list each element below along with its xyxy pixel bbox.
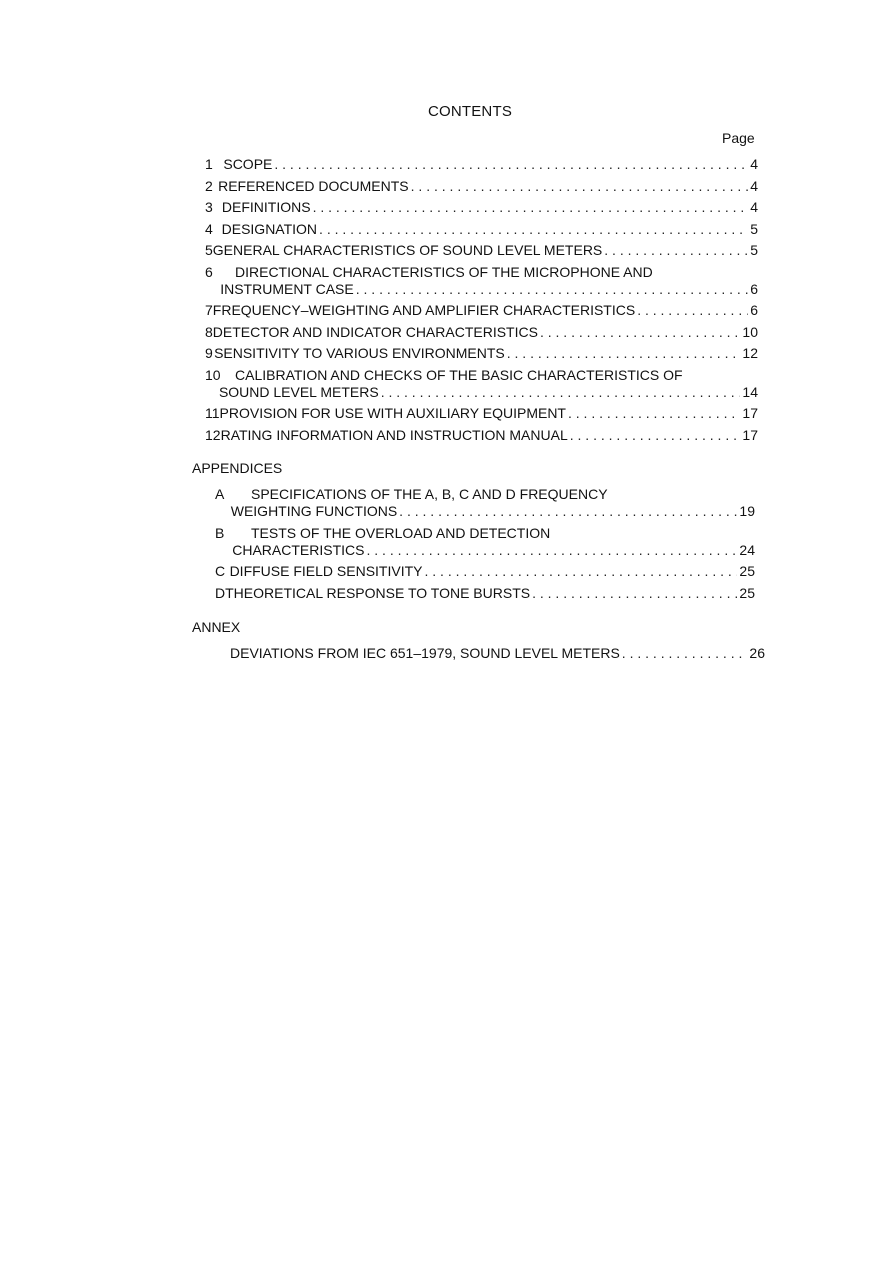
toc-entry-title: CHARACTERISTICS: [232, 541, 365, 558]
toc-entry-number: 4: [205, 220, 213, 237]
toc-entry-title: GENERAL CHARACTERISTICS OF SOUND LEVEL METERS: [212, 242, 603, 258]
toc-leader-dots: [570, 427, 741, 443]
toc-entry-title: DIFFUSE FIELD SENSITIVITY: [229, 563, 423, 579]
toc-entry-title: WEIGHTING FUNCTIONS: [230, 503, 398, 519]
toc-page-number: 14: [742, 383, 758, 400]
toc-page-number: 12: [742, 345, 758, 361]
toc-entry-title: TESTS OF THE OVERLOAD AND DETECTION: [251, 524, 551, 541]
toc-entry-title: DESIGNATION: [221, 220, 318, 237]
toc-leader-dots: [274, 156, 748, 172]
toc-entry-number: D: [215, 584, 226, 601]
toc-entry-number: 1: [205, 156, 213, 172]
toc-entry-title: RATING INFORMATION AND INSTRUCTION MANUAL: [220, 426, 568, 443]
toc-entry-number: 3: [205, 199, 213, 215]
toc-leader-dots: [540, 324, 740, 340]
toc-entry-number: 9: [205, 345, 213, 361]
toc-leader-dots: [507, 345, 741, 361]
toc-entry-title: SOUND LEVEL METERS: [218, 383, 379, 400]
toc-page-number: 17: [742, 405, 758, 421]
toc-entry-number: B: [215, 524, 225, 541]
toc-leader-dots: [356, 281, 748, 297]
toc-entry-title: SPECIFICATIONS OF THE A, B, C AND D FREQUENCY: [251, 486, 608, 502]
toc-entry-title: PROVISION FOR USE WITH AUXILIARY EQUIPMENT: [219, 405, 566, 421]
toc-leader-dots: [637, 302, 748, 318]
toc-entry-title: CALIBRATION AND CHECKS OF THE BASIC CHARACTERISTICS OF: [235, 366, 683, 383]
toc-entry-number: 5: [205, 242, 213, 258]
toc-leader-dots: [381, 384, 741, 400]
toc-page-number: 26: [749, 645, 765, 661]
toc-page-number: 25: [739, 584, 755, 601]
toc-entry-title: DIRECTIONAL CHARACTERISTICS OF THE MICROPHONE AND: [235, 263, 653, 280]
toc-leader-dots: [319, 221, 748, 237]
toc-entry-title: FREQUENCY–WEIGHTING AND AMPLIFIER CHARACTERISTICS: [212, 302, 636, 318]
toc-page-number: 6: [750, 280, 758, 297]
toc-entry-number: C: [215, 563, 226, 579]
toc-leader-dots: [604, 242, 748, 258]
toc-entry-number: A: [215, 486, 225, 502]
toc-entry-number: 10: [205, 366, 221, 383]
toc-page-number: 5: [750, 242, 758, 258]
toc-page-number: 5: [750, 220, 758, 237]
toc-page-number: 25: [739, 563, 755, 579]
toc-page-number: 17: [742, 426, 758, 443]
contents-heading: CONTENTS: [427, 103, 513, 120]
toc-entry-title: SENSITIVITY TO VARIOUS ENVIRONMENTS: [214, 345, 505, 361]
toc-leader-dots: [424, 563, 737, 579]
toc-entry-title: DEFINITIONS: [221, 199, 311, 215]
toc-leader-dots: [568, 405, 740, 421]
toc-leader-dots: [313, 199, 749, 215]
toc-entry-title: REFERENCED DOCUMENTS: [218, 177, 409, 194]
toc-page-number: 19: [739, 503, 755, 519]
toc-leader-dots: [399, 503, 737, 519]
toc-entry-number: 8: [205, 323, 213, 340]
toc-page-number: 4: [750, 177, 758, 194]
toc-entry-number: 12: [205, 426, 221, 443]
toc-leader-dots: [411, 178, 749, 194]
toc-leader-dots: [532, 585, 737, 601]
toc-entry-number: 7: [205, 302, 213, 318]
toc-entry-number: 2: [205, 177, 213, 194]
toc-leader-dots: [622, 645, 748, 661]
toc-entry-title: DEVIATIONS FROM IEC 651–1979, SOUND LEVEL METERS: [230, 645, 620, 661]
toc-entry-title: SCOPE: [223, 156, 273, 172]
toc-entry-number: 11: [205, 405, 220, 421]
page-column-label: Page: [722, 130, 755, 146]
appendices-heading: APPENDICES: [192, 460, 283, 476]
toc-entry-title: INSTRUMENT CASE: [220, 280, 354, 297]
toc-page-number: 4: [750, 199, 758, 215]
toc-page-number: 6: [750, 302, 758, 318]
toc-page-number: 10: [742, 323, 758, 340]
toc-page-number: 24: [739, 541, 755, 558]
toc-entry-title: THEORETICAL RESPONSE TO TONE BURSTS: [225, 584, 531, 601]
toc-entry-title: DETECTOR AND INDICATOR CHARACTERISTICS: [212, 323, 538, 340]
toc-entry-number: 6: [205, 263, 213, 280]
annex-heading: ANNEX: [192, 619, 241, 635]
toc-page-number: 4: [750, 156, 758, 172]
toc-leader-dots: [366, 542, 737, 558]
